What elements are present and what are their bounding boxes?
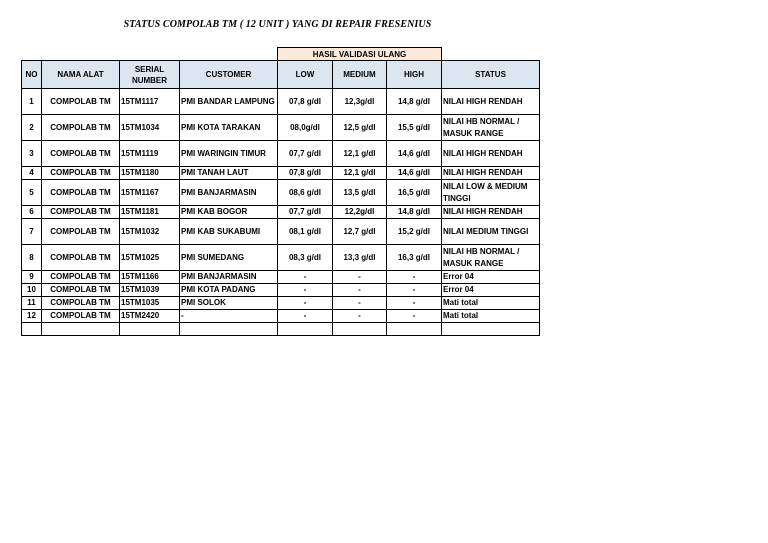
cell-high: 14,8 g/dl <box>387 89 442 115</box>
cell-customer: PMI TANAH LAUT <box>180 167 278 180</box>
group-header-row <box>22 48 540 61</box>
cell-serial-number: 15TM1035 <box>120 297 180 310</box>
cell-customer: PMI BANJARMASIN <box>180 271 278 284</box>
cell-serial-number: 15TM1166 <box>120 271 180 284</box>
cell-no: 2 <box>22 115 42 141</box>
column-header-row <box>22 61 540 89</box>
cell-empty <box>120 323 180 336</box>
cell-low: - <box>278 310 333 323</box>
col-header-status: STATUS <box>442 61 540 89</box>
cell-high: 16,5 g/dl <box>387 180 442 206</box>
col-header-serial-number <box>120 61 180 89</box>
cell-low: 08,6 g/dl <box>278 180 333 206</box>
cell-serial-number: 15TM1034 <box>120 115 180 141</box>
col-header-medium: MEDIUM <box>333 61 387 89</box>
table-row <box>22 141 540 167</box>
cell-no: 10 <box>22 284 42 297</box>
cell-high: - <box>387 271 442 284</box>
cell-medium: 12,3g/dl <box>333 89 387 115</box>
cell-low: - <box>278 284 333 297</box>
cell-high: - <box>387 284 442 297</box>
cell-no: 7 <box>22 219 42 245</box>
cell-nama-alat: COMPOLAB TM <box>42 115 120 141</box>
cell-serial-number: 15TM1025 <box>120 245 180 271</box>
cell-low: - <box>278 297 333 310</box>
table-row <box>22 284 540 297</box>
cell-status: NILAI HB NORMAL / MASUK RANGE <box>442 115 540 141</box>
cell-high: 15,5 g/dl <box>387 115 442 141</box>
cell-status: Error 04 <box>442 284 540 297</box>
cell-serial-number: 15TM1119 <box>120 141 180 167</box>
cell-empty <box>180 323 278 336</box>
cell-customer: PMI WARINGIN TIMUR <box>180 141 278 167</box>
table-row <box>22 297 540 310</box>
table-row <box>22 115 540 141</box>
cell-high: - <box>387 297 442 310</box>
cell-nama-alat: COMPOLAB TM <box>42 219 120 245</box>
cell-no: 9 <box>22 271 42 284</box>
table-row <box>22 89 540 115</box>
cell-nama-alat: COMPOLAB TM <box>42 167 120 180</box>
cell-low: 08,3 g/dl <box>278 245 333 271</box>
cell-status: NILAI MEDIUM TINGGI <box>442 219 540 245</box>
cell-status: NILAI HIGH RENDAH <box>442 167 540 180</box>
cell-status: NILAI HB NORMAL / MASUK RANGE <box>442 245 540 271</box>
col-header-low: LOW <box>278 61 333 89</box>
cell-medium: - <box>333 310 387 323</box>
cell-empty <box>333 323 387 336</box>
cell-medium: - <box>333 271 387 284</box>
cell-status: Mati total <box>442 310 540 323</box>
cell-status: NILAI HIGH RENDAH <box>442 89 540 115</box>
cell-nama-alat: COMPOLAB TM <box>42 89 120 115</box>
cell-serial-number: 15TM1117 <box>120 89 180 115</box>
cell-serial-number: 15TM1039 <box>120 284 180 297</box>
cell-serial-number: 15TM1180 <box>120 167 180 180</box>
cell-medium: 13,3 g/dl <box>333 245 387 271</box>
cell-low: 07,8 g/dl <box>278 167 333 180</box>
cell-customer: PMI KOTA TARAKAN <box>180 115 278 141</box>
cell-status: NILAI LOW & MEDIUM TINGGI <box>442 180 540 206</box>
cell-medium: 12,2g/dl <box>333 206 387 219</box>
cell-high: 16,3 g/dl <box>387 245 442 271</box>
cell-empty <box>42 323 120 336</box>
cell-low: 07,7 g/dl <box>278 141 333 167</box>
cell-empty <box>278 323 333 336</box>
cell-low: - <box>278 271 333 284</box>
cell-nama-alat: COMPOLAB TM <box>42 206 120 219</box>
cell-low: 08,1 g/dl <box>278 219 333 245</box>
cell-status: NILAI HIGH RENDAH <box>442 206 540 219</box>
cell-high: 14,8 g/dl <box>387 206 442 219</box>
cell-nama-alat: COMPOLAB TM <box>42 297 120 310</box>
cell-customer: PMI BANJARMASIN <box>180 180 278 206</box>
cell-customer: - <box>180 310 278 323</box>
cell-low: 07,7 g/dl <box>278 206 333 219</box>
table-row <box>22 219 540 245</box>
cell-nama-alat: COMPOLAB TM <box>42 310 120 323</box>
document-title: STATUS COMPOLAB TM ( 12 UNIT ) YANG DI REPAIR FRESENIUS <box>123 19 432 30</box>
cell-customer: PMI KAB SUKABUMI <box>180 219 278 245</box>
cell-medium: - <box>333 297 387 310</box>
cell-nama-alat: COMPOLAB TM <box>42 245 120 271</box>
cell-high: - <box>387 310 442 323</box>
cell-status: Error 04 <box>442 271 540 284</box>
cell-medium: 12,5 g/dl <box>333 115 387 141</box>
col-header-serial-line1: SERIAL <box>134 64 165 74</box>
cell-nama-alat: COMPOLAB TM <box>42 271 120 284</box>
cell-nama-alat: COMPOLAB TM <box>42 284 120 297</box>
table-row <box>22 245 540 271</box>
cell-nama-alat: COMPOLAB TM <box>42 180 120 206</box>
cell-no: 3 <box>22 141 42 167</box>
cell-low: 07,8 g/dl <box>278 89 333 115</box>
cell-low: 08,0g/dl <box>278 115 333 141</box>
cell-no: 1 <box>22 89 42 115</box>
col-header-nama-alat: NAMA ALAT <box>42 61 120 89</box>
table-row <box>22 271 540 284</box>
cell-nama-alat: COMPOLAB TM <box>42 141 120 167</box>
cell-status: Mati total <box>442 297 540 310</box>
cell-serial-number: 15TM1032 <box>120 219 180 245</box>
cell-customer: PMI KAB BOGOR <box>180 206 278 219</box>
cell-customer: PMI BANDAR LAMPUNG <box>180 89 278 115</box>
cell-empty <box>442 323 540 336</box>
table-row <box>22 310 540 323</box>
cell-high: 15,2 g/dl <box>387 219 442 245</box>
cell-customer: PMI SOLOK <box>180 297 278 310</box>
table-row <box>22 180 540 206</box>
status-table <box>21 47 540 336</box>
cell-medium: 13,5 g/dl <box>333 180 387 206</box>
cell-serial-number: 15TM1167 <box>120 180 180 206</box>
cell-no: 5 <box>22 180 42 206</box>
cell-medium: 12,1 g/dl <box>333 141 387 167</box>
cell-no: 12 <box>22 310 42 323</box>
cell-high: 14,6 g/dl <box>387 141 442 167</box>
table-row <box>22 167 540 180</box>
cell-customer: PMI SUMEDANG <box>180 245 278 271</box>
cell-medium: 12,7 g/dl <box>333 219 387 245</box>
col-header-serial-line2: NUMBER <box>131 75 168 85</box>
cell-no: 11 <box>22 297 42 310</box>
cell-serial-number: 15TM1181 <box>120 206 180 219</box>
table-row <box>22 206 540 219</box>
cell-no: 6 <box>22 206 42 219</box>
cell-status: NILAI HIGH RENDAH <box>442 141 540 167</box>
col-header-customer: CUSTOMER <box>180 61 278 89</box>
cell-no: 8 <box>22 245 42 271</box>
cell-medium: - <box>333 284 387 297</box>
col-header-high: HIGH <box>387 61 442 89</box>
table-row-empty <box>22 323 540 336</box>
cell-empty <box>22 323 42 336</box>
cell-customer: PMI KOTA PADANG <box>180 284 278 297</box>
group-header-hasil-validasi: HASIL VALIDASI ULANG <box>278 48 442 61</box>
cell-no: 4 <box>22 167 42 180</box>
col-header-no: NO <box>22 61 42 89</box>
table-body <box>22 89 540 336</box>
cell-high: 14,6 g/dl <box>387 167 442 180</box>
cell-serial-number: 15TM2420 <box>120 310 180 323</box>
cell-medium: 12,1 g/dl <box>333 167 387 180</box>
cell-empty <box>387 323 442 336</box>
